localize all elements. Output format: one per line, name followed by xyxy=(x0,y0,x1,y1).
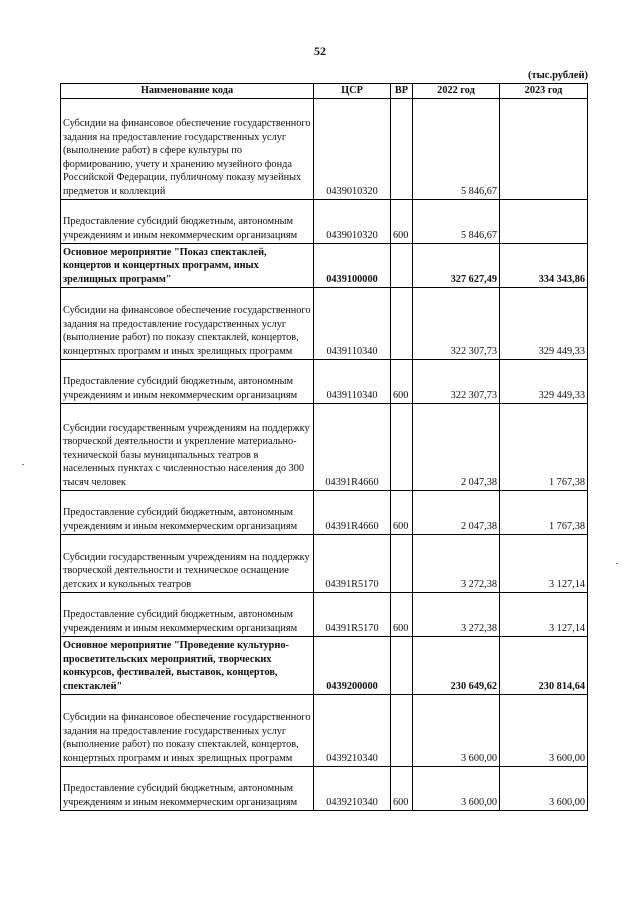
row-csr-cell: 0439200000 xyxy=(314,636,391,694)
row-2022-cell: 5 846,67 xyxy=(413,98,500,199)
scan-speck xyxy=(616,563,618,564)
row-csr-cell: 04391R4660 xyxy=(314,490,391,534)
row-name-cell: Основное мероприятие "Проведение культурно-просветительских мероприятий, творческих конкурсов, фестивалей, выставок, концертов, спектаклей" xyxy=(61,636,314,694)
row-name-cell: Субсидии государственным учреждениям на поддержку творческой деятельности и техническое оснащение детских и кукольных театров xyxy=(61,534,314,592)
row-2023-cell xyxy=(500,98,588,199)
row-2023-cell: 3 600,00 xyxy=(500,694,588,766)
row-csr-cell: 04391R5170 xyxy=(314,592,391,636)
row-vr-cell: 600 xyxy=(391,490,413,534)
row-vr-cell xyxy=(391,694,413,766)
budget-table xyxy=(60,83,588,811)
table-row xyxy=(61,694,588,766)
column-header-2022: 2022 год xyxy=(413,84,500,99)
row-name-cell: Субсидии на финансовое обеспечение государственного задания на предоставление государственных услуг (выполнение работ) по показу спектаклей, концертов, концертных программ и иных зрелищных программ xyxy=(61,694,314,766)
row-name-cell: Предоставление субсидий бюджетным, автономным учреждениям и иным некоммерческим организациям xyxy=(61,359,314,403)
table-row xyxy=(61,490,588,534)
column-header-2023: 2023 год xyxy=(500,84,588,99)
row-csr-cell: 0439210340 xyxy=(314,766,391,810)
row-vr-cell xyxy=(391,403,413,490)
table-row xyxy=(61,766,588,810)
row-2023-cell: 334 343,86 xyxy=(500,243,588,287)
row-name-cell: Субсидии на финансовое обеспечение государственного задания на предоставление государственных услуг (выполнение работ) в сфере культуры по формированию, учету и хранению музейного фонда Российской Федерации, публичному показу музейных предметов и коллекций xyxy=(61,98,314,199)
row-2023-cell: 3 127,14 xyxy=(500,592,588,636)
row-2022-cell: 3 600,00 xyxy=(413,766,500,810)
row-2023-cell: 1 767,38 xyxy=(500,490,588,534)
row-name-cell: Предоставление субсидий бюджетным, автономным учреждениям и иным некоммерческим организациям xyxy=(61,592,314,636)
row-2022-cell: 3 600,00 xyxy=(413,694,500,766)
row-2022-cell: 5 846,67 xyxy=(413,199,500,243)
row-name-cell: Предоставление субсидий бюджетным, автономным учреждениям и иным некоммерческим организациям xyxy=(61,490,314,534)
row-name-cell: Предоставление субсидий бюджетным, автономным учреждениям и иным некоммерческим организациям xyxy=(61,199,314,243)
row-name-cell: Основное мероприятие "Показ спектаклей, концертов и концертных программ, иных зрелищных программ" xyxy=(61,243,314,287)
row-csr-cell: 0439210340 xyxy=(314,694,391,766)
row-2023-cell: 3 127,14 xyxy=(500,534,588,592)
table-row xyxy=(61,287,588,359)
row-csr-cell: 04391R5170 xyxy=(314,534,391,592)
row-csr-cell: 0439100000 xyxy=(314,243,391,287)
row-2023-cell xyxy=(500,199,588,243)
row-vr-cell: 600 xyxy=(391,592,413,636)
table-row xyxy=(61,243,588,287)
row-2022-cell: 3 272,38 xyxy=(413,534,500,592)
row-2023-cell: 3 600,00 xyxy=(500,766,588,810)
table-row xyxy=(61,359,588,403)
row-2022-cell: 2 047,38 xyxy=(413,403,500,490)
table-row xyxy=(61,98,588,199)
row-2022-cell: 322 307,73 xyxy=(413,359,500,403)
row-vr-cell: 600 xyxy=(391,359,413,403)
row-vr-cell xyxy=(391,243,413,287)
row-csr-cell: 0439110340 xyxy=(314,359,391,403)
row-csr-cell: 0439110340 xyxy=(314,287,391,359)
row-vr-cell xyxy=(391,287,413,359)
table-header-row xyxy=(61,84,588,99)
row-vr-cell xyxy=(391,98,413,199)
row-vr-cell: 600 xyxy=(391,766,413,810)
row-vr-cell: 600 xyxy=(391,199,413,243)
table-row xyxy=(61,403,588,490)
row-csr-cell: 0439010320 xyxy=(314,98,391,199)
column-header-csr: ЦСР xyxy=(314,84,391,99)
row-2023-cell: 1 767,38 xyxy=(500,403,588,490)
units-note: (тыс.рублей) xyxy=(527,70,588,81)
row-2022-cell: 3 272,38 xyxy=(413,592,500,636)
row-name-cell: Субсидии государственным учреждениям на поддержку творческой деятельности и укрепление материально-технической базы муниципальных театров в населенных пунктах с численностью населения до 300 тысяч человек xyxy=(61,403,314,490)
row-2022-cell: 327 627,49 xyxy=(413,243,500,287)
table-row xyxy=(61,199,588,243)
page-number: 52 xyxy=(314,44,326,58)
row-2022-cell: 230 649,62 xyxy=(413,636,500,694)
column-header-vr: ВР xyxy=(391,84,413,99)
scan-speck xyxy=(22,464,24,465)
table-row xyxy=(61,534,588,592)
row-2022-cell: 2 047,38 xyxy=(413,490,500,534)
row-name-cell: Субсидии на финансовое обеспечение государственного задания на предоставление государственных услуг (выполнение работ) по показу спектаклей, концертов, концертных программ и иных зрелищных программ xyxy=(61,287,314,359)
row-2023-cell: 230 814,64 xyxy=(500,636,588,694)
table-row xyxy=(61,636,588,694)
row-csr-cell: 0439010320 xyxy=(314,199,391,243)
table-body xyxy=(61,98,588,810)
row-2022-cell: 322 307,73 xyxy=(413,287,500,359)
row-2023-cell: 329 449,33 xyxy=(500,359,588,403)
row-csr-cell: 04391R4660 xyxy=(314,403,391,490)
table-row xyxy=(61,592,588,636)
column-header-name: Наименование кода xyxy=(61,84,314,99)
row-2023-cell: 329 449,33 xyxy=(500,287,588,359)
row-vr-cell xyxy=(391,534,413,592)
row-name-cell: Предоставление субсидий бюджетным, автономным учреждениям и иным некоммерческим организациям xyxy=(61,766,314,810)
row-vr-cell xyxy=(391,636,413,694)
